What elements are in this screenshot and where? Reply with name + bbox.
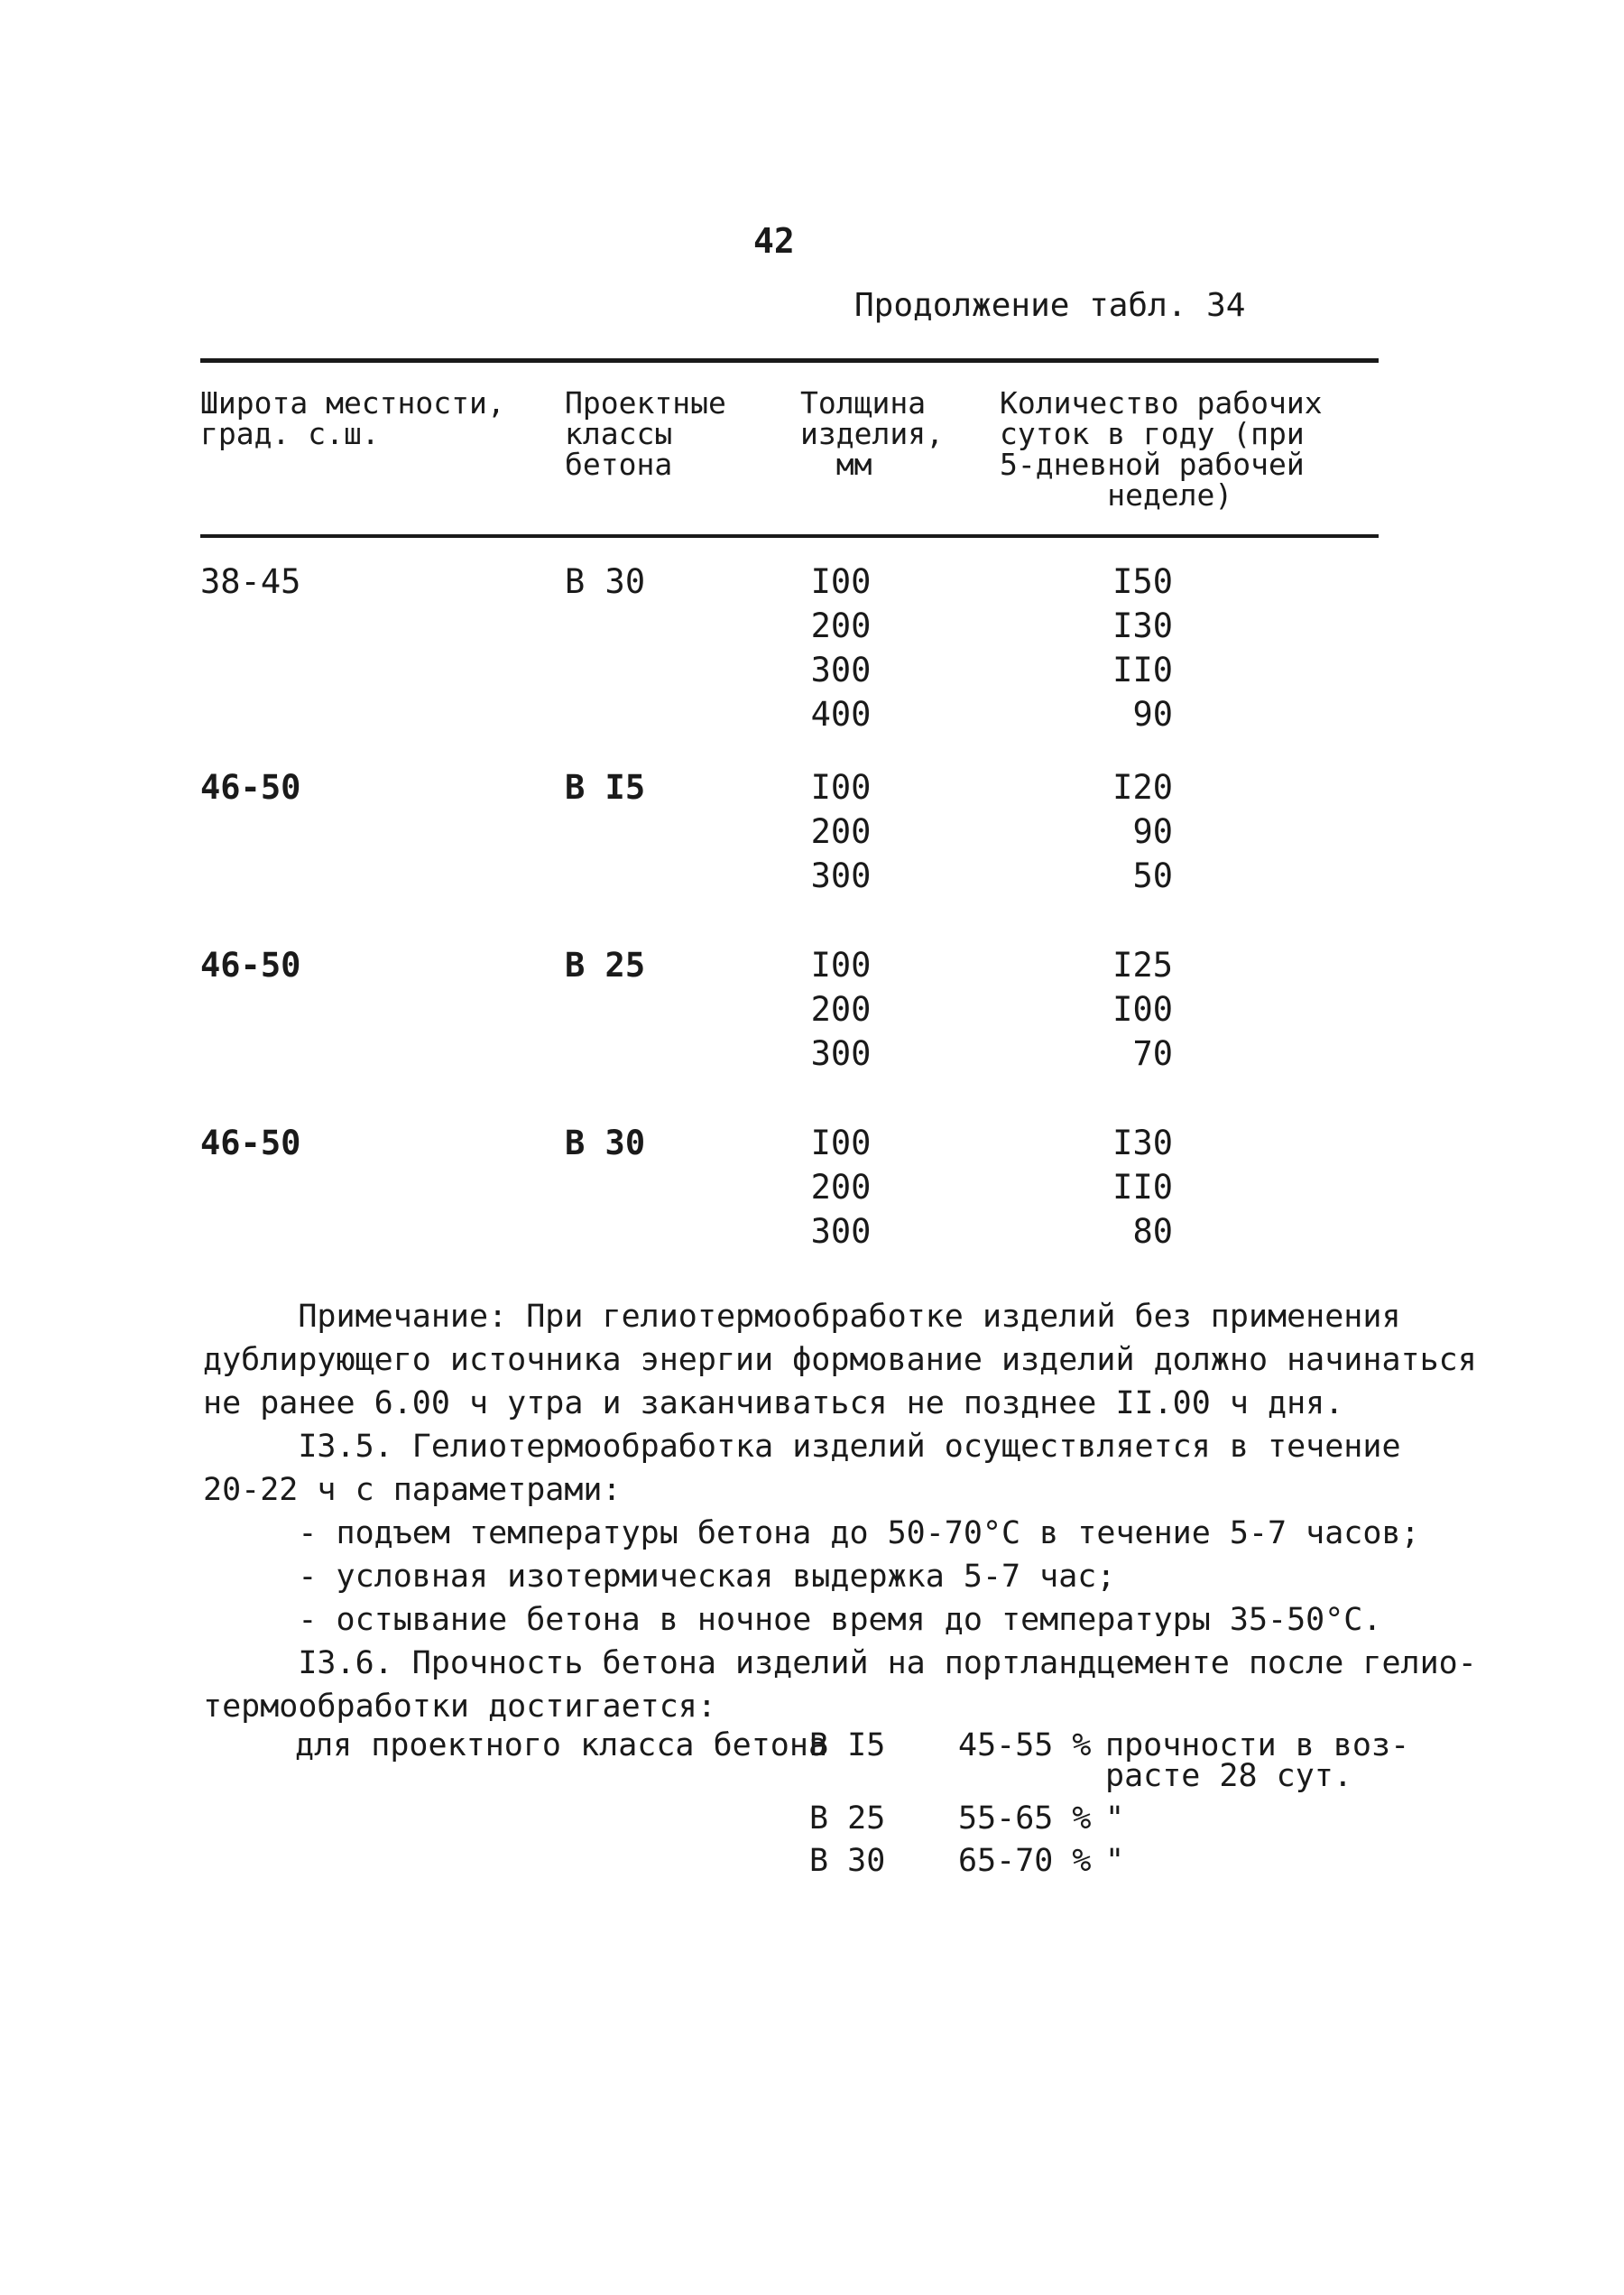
thickness-cell: 300: [810, 1212, 872, 1251]
strength-prefix: для проектного класса бетона: [295, 1727, 828, 1763]
header-latitude: Широта местности, град. с.ш.: [200, 385, 505, 451]
page-number: 42: [753, 221, 795, 261]
body-line: - остывание бетона в ночное время до температуры 35-50°С.: [203, 1602, 1382, 1638]
thickness-cell: 300: [810, 856, 872, 895]
thickness-cell: 400: [810, 695, 872, 734]
table-caption: Продолжение табл. 34: [854, 287, 1246, 324]
body-line: термообработки достигается:: [203, 1689, 716, 1725]
strength-note: ": [1105, 1800, 1125, 1837]
thickness-cell: 200: [810, 812, 872, 851]
working-days-cell: 90: [1132, 695, 1173, 734]
thickness-cell: I00: [810, 946, 872, 985]
working-days-cell: 90: [1132, 812, 1173, 851]
working-days-cell: I30: [1112, 606, 1173, 645]
header-thickness: Толщина изделия, мм: [800, 385, 944, 482]
body-line: - подъем температуры бетона до 50-70°С в течение 5-7 часов;: [203, 1515, 1420, 1551]
body-line: I3.5. Гелиотермообработка изделий осуществляется в течение: [203, 1429, 1401, 1465]
working-days-cell: I25: [1112, 946, 1173, 985]
body-line: I3.6. Прочность бетона изделий на портландцементе после гелио-: [203, 1645, 1477, 1681]
thickness-cell: I00: [810, 768, 872, 807]
working-days-cell: 70: [1132, 1034, 1173, 1073]
strength-note: прочности в воз- расте 28 сут.: [1105, 1727, 1410, 1794]
working-days-cell: II0: [1112, 651, 1173, 689]
strength-class: В 25: [809, 1800, 886, 1837]
latitude-cell: 38-45: [200, 562, 301, 601]
working-days-cell: I50: [1112, 562, 1173, 601]
latitude-cell: 46-50: [200, 1124, 301, 1162]
strength-class: В 30: [809, 1843, 886, 1879]
table-top-rule: [200, 358, 1379, 363]
strength-note: ": [1105, 1843, 1125, 1879]
body-line: Примечание: При гелиотермообработке изделий без применения: [203, 1299, 1401, 1335]
thickness-cell: 200: [810, 990, 872, 1029]
header-working-days: Количество рабочих суток в году (при 5-дневной рабочей неделе): [1000, 385, 1323, 513]
thickness-cell: I00: [810, 562, 872, 601]
body-line: дублирующего источника энергии формование изделий должно начинаться: [203, 1342, 1477, 1378]
concrete-class-cell: В 25: [565, 946, 646, 985]
thickness-cell: 300: [810, 1034, 872, 1073]
latitude-cell: 46-50: [200, 946, 301, 985]
thickness-cell: I00: [810, 1124, 872, 1162]
strength-range: 45-55 %: [958, 1727, 1092, 1763]
working-days-cell: 50: [1132, 856, 1173, 895]
table-header-rule: [200, 534, 1379, 538]
concrete-class-cell: В I5: [565, 768, 646, 807]
body-line: 20-22 ч с параметрами:: [203, 1472, 622, 1508]
header-concrete-class: Проектные классы бетона: [565, 385, 726, 482]
thickness-cell: 300: [810, 651, 872, 689]
strength-range: 65-70 %: [958, 1843, 1092, 1879]
latitude-cell: 46-50: [200, 768, 301, 807]
thickness-cell: 200: [810, 1168, 872, 1207]
strength-range: 55-65 %: [958, 1800, 1092, 1837]
thickness-cell: 200: [810, 606, 872, 645]
concrete-class-cell: В 30: [565, 562, 646, 601]
working-days-cell: I30: [1112, 1124, 1173, 1162]
strength-class: В I5: [809, 1727, 886, 1763]
working-days-cell: I20: [1112, 768, 1173, 807]
working-days-cell: 80: [1132, 1212, 1173, 1251]
working-days-cell: II0: [1112, 1168, 1173, 1207]
body-line: не ранее 6.00 ч утра и заканчиваться не позднее II.00 ч дня.: [203, 1385, 1344, 1421]
working-days-cell: I00: [1112, 990, 1173, 1029]
concrete-class-cell: В 30: [565, 1124, 646, 1162]
body-line: - условная изотермическая выдержка 5-7 час;: [203, 1559, 1116, 1595]
